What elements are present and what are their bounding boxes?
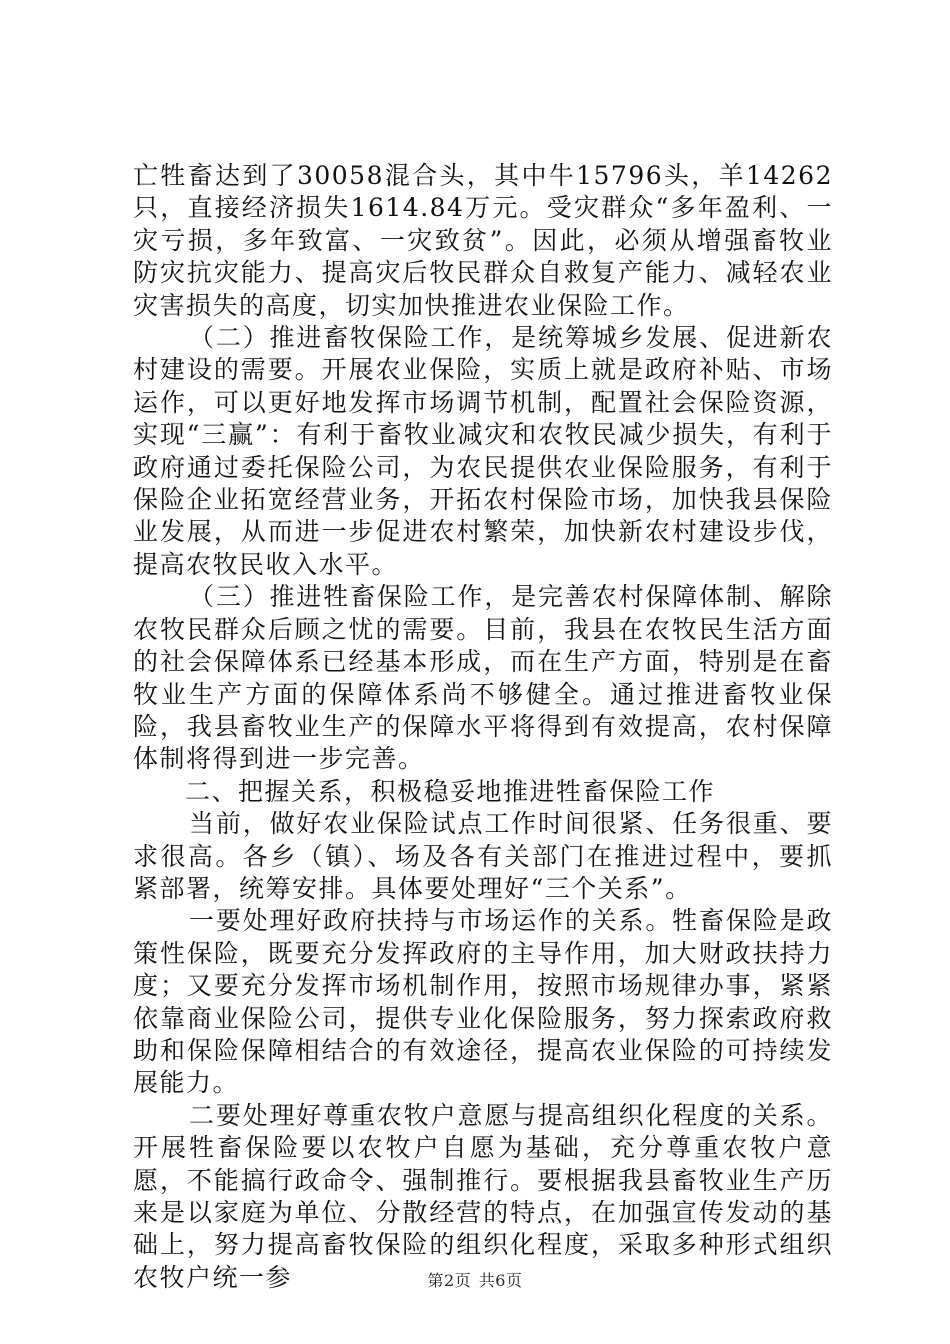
page-total: 共6页 xyxy=(478,1271,523,1290)
paragraph-relation-2: 二要处理好尊重农牧户意愿与提高组织化程度的关系。开展牲畜保险要以农牧户自愿为基础，充分尊重农牧户意愿，不能搞行政命令、强制推行。要根据我县畜牧业生产历来是以家庭为单位、分散经营的特点，在加强宣传发动的基础上，努力提高畜牧保险的组织化程度，采取多种形式组织农牧户统一参 xyxy=(133,1100,833,1292)
document-body xyxy=(133,160,833,1294)
page-number: 第2页 xyxy=(427,1271,472,1290)
paragraph-section-3: （三）推进牲畜保险工作，是完善农村保障体制、解除农牧民群众后顾之忧的需要。目前，我县在农牧民生活方面的社会保障体系已经基本形成，而在生产方面，特别是在畜牧业生产方面的保障体系尚不够健全。通过推进畜牧业保险，我县畜牧业生产的保障水平将得到有效提高，农村保障体制将得到进一步完善。 xyxy=(133,582,833,774)
paragraph-section-2: （二）推进畜牧保险工作，是统筹城乡发展、促进新农村建设的需要。开展农业保险，实质上就是政府补贴、市场运作，可以更好地发挥市场调节机制，配置社会保险资源，实现“三赢”：有利于畜牧业减灾和农牧民减少损失，有利于政府通过委托保险公司，为农民提供农业保险服务，有利于保险企业拓宽经营业务，开拓农村保险市场，加快我县保险业发展，从而进一步促进农村繁荣，加快新农村建设步伐，提高农牧民收入水平。 xyxy=(133,323,833,579)
section-heading: 二、把握关系，积极稳妥地推进牲畜保险工作 xyxy=(185,776,716,806)
paragraph-continued: 亡牲畜达到了30058混合头，其中牛15796头，羊14262只，直接经济损失1614.84万元。受灾群众“多年盈利、一灾亏损，多年致富、一灾致贫”。因此，必须从增强畜牧业防灾抗灾能力、提高灾后牧民群众自救复产能力、减轻农业灾害损失的高度，切实加快推进农业保险工作。 xyxy=(133,161,833,320)
paragraph-intro: 当前，做好农业保险试点工作时间很紧、任务很重、要求很高。各乡（镇）、场及各有关部门在推进过程中，要抓紧部署，统筹安排。具体要处理好“三个关系”。 xyxy=(133,809,833,903)
paragraph-relation-1: 一要处理好政府扶持与市场运作的关系。牲畜保险是政策性保险，既要充分发挥政府的主导作用，加大财政扶持力度；又要充分发挥市场机制作用，按照市场规律办事，紧紧依靠商业保险公司，提供专业化保险服务，努力探索政府救助和保险保障相结合的有效途径，提高农业保险的可持续发展能力。 xyxy=(133,906,833,1098)
page-footer xyxy=(0,1268,950,1291)
